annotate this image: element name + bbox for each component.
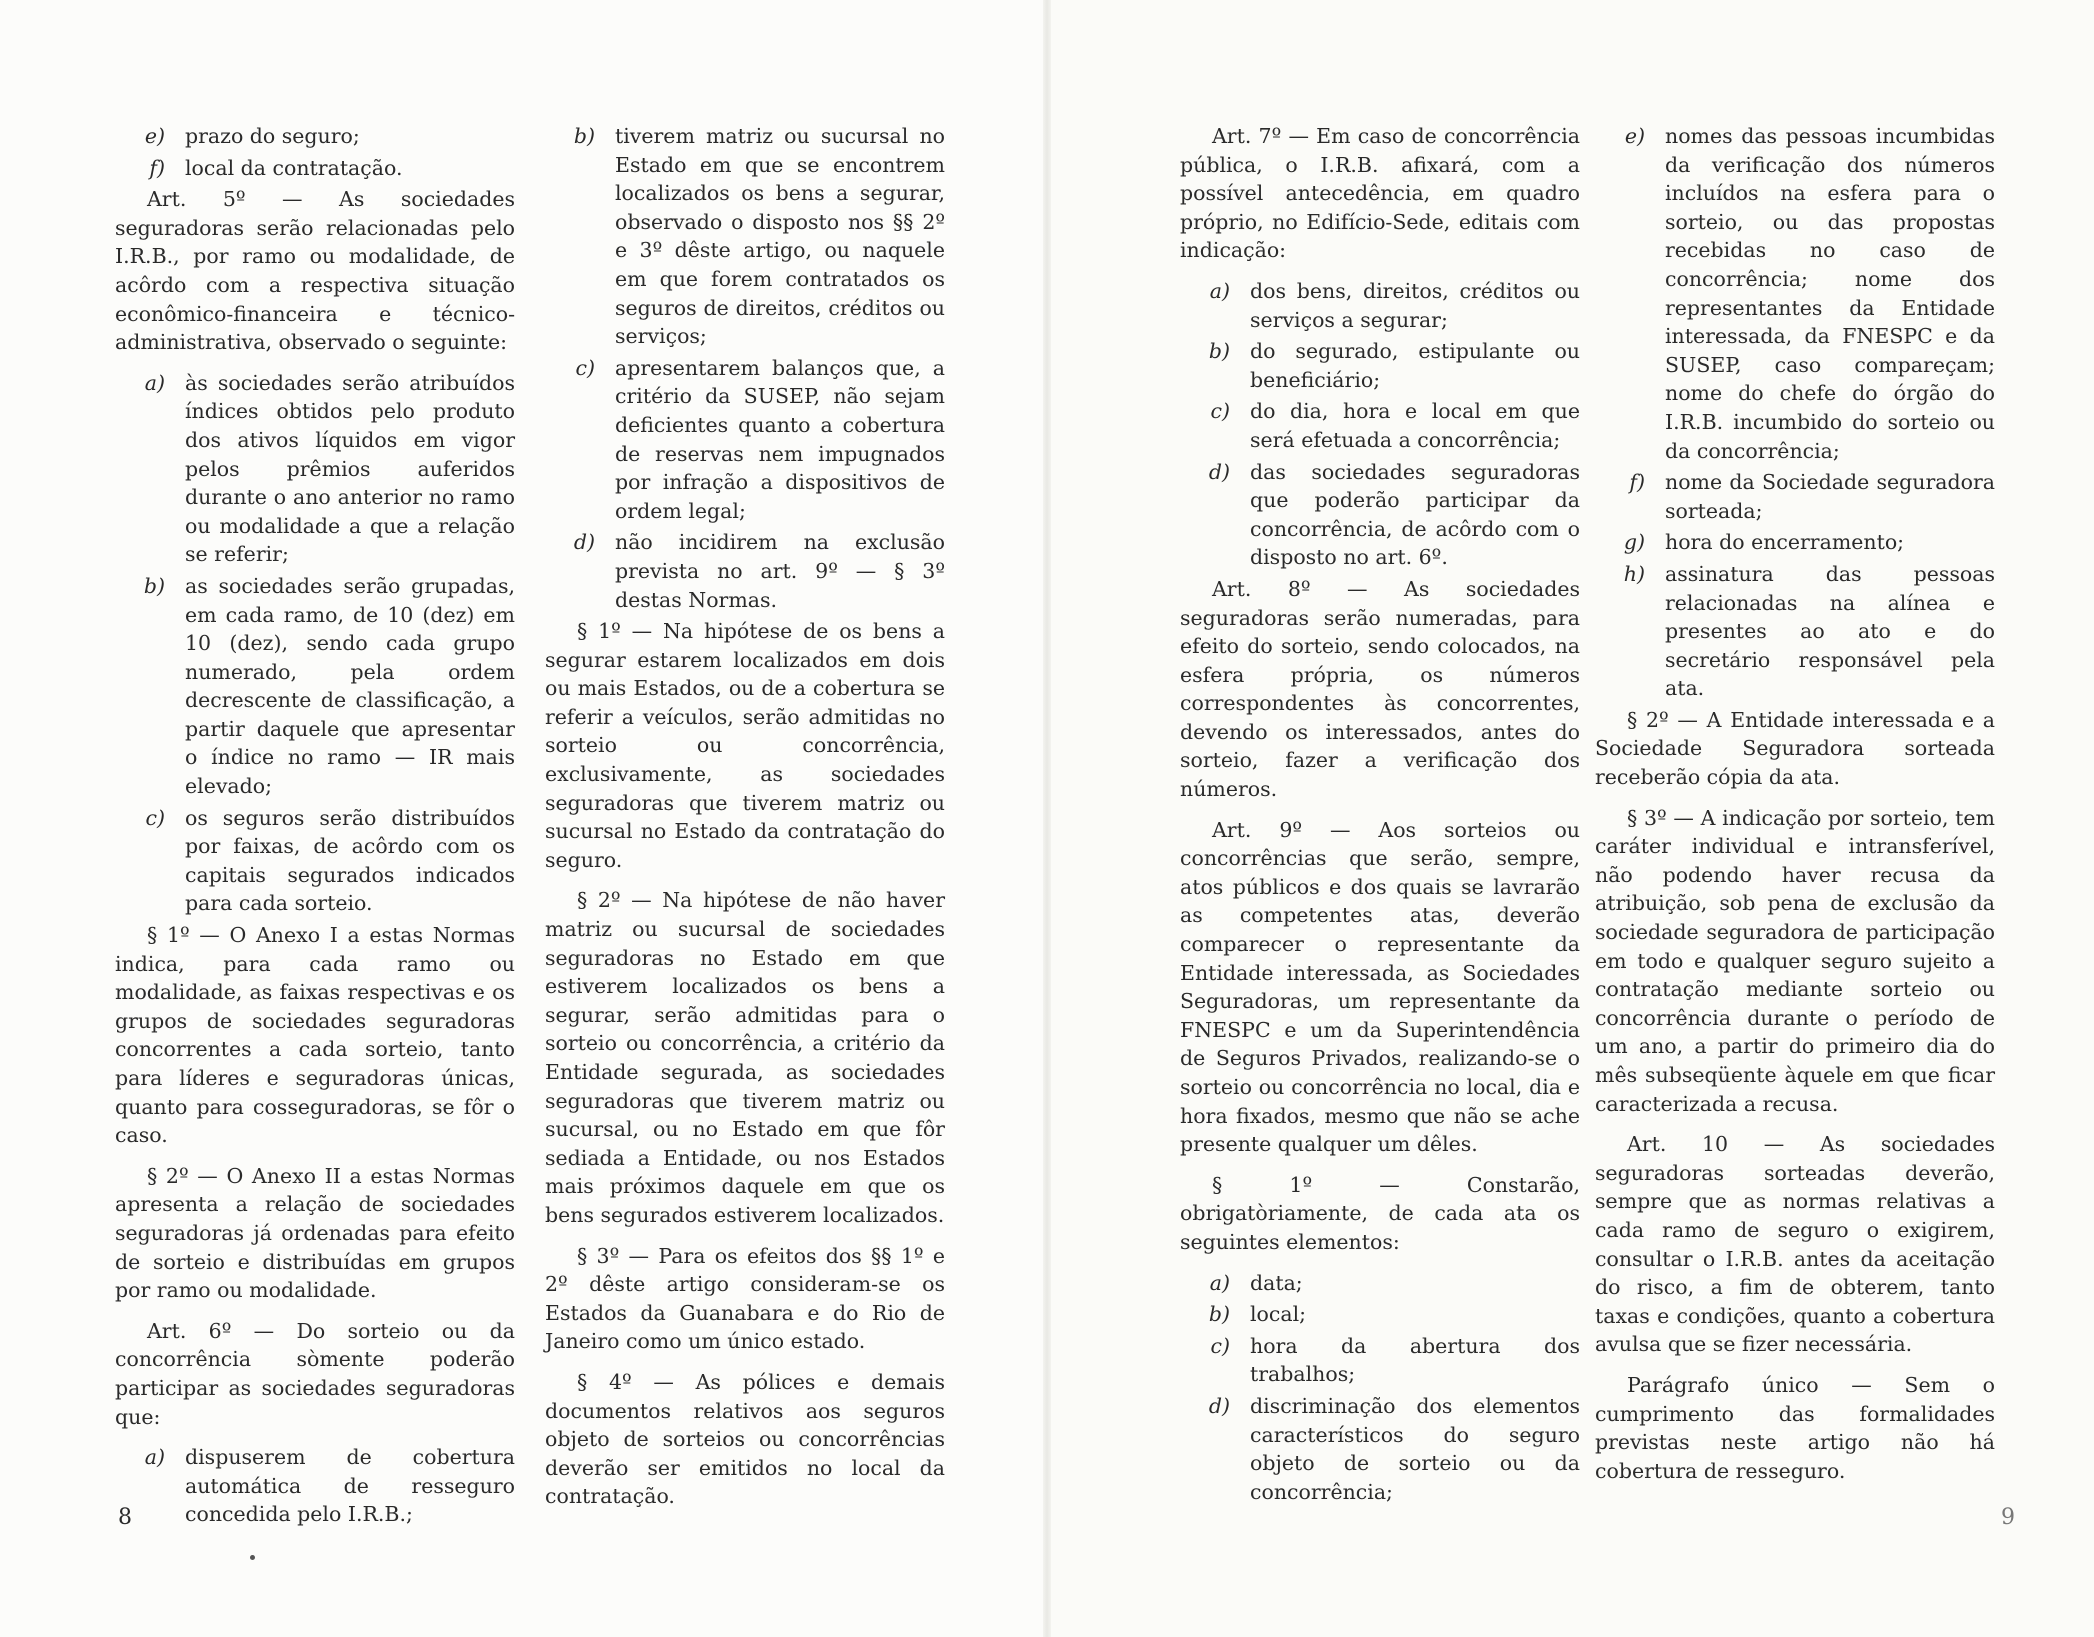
- paragraph: § 4º — As pólices e demais documentos relativos aos seguros objeto de sorteios ou concorrências deverão ser emitidos no local da contratação.: [545, 1369, 945, 1509]
- list-item: [1180, 1332, 1580, 1389]
- paragraph: § 1º — Constarão, obrigatòriamente, de cada ata os seguintes elementos:: [1180, 1172, 1580, 1254]
- list-item-text: dos bens, direitos, créditos ou serviços a segurar;: [1250, 278, 1580, 332]
- list-item-label: c): [1210, 399, 1230, 424]
- list-item-label: b): [1208, 339, 1230, 364]
- list-item: [1595, 528, 1995, 557]
- paragraph: Art. 7º — Em caso de concorrência pública, o I.R.B. afixará, com a possível antecedência, em quadro próprio, no Edifício-Sede, editais com indicação:: [1180, 124, 1580, 263]
- list-item: [115, 804, 515, 918]
- right-page-column-2: [1595, 122, 1995, 1497]
- list-item-text: discriminação dos elementos característicos do seguro objeto de sorteio ou da concorrência;: [1250, 1393, 1580, 1504]
- list-item-label: c): [145, 805, 165, 830]
- paragraph: § 2º — Na hipótese de não haver matriz ou sucursal de sociedades seguradoras no Estado em que estiverem localizados os bens a segurar, serão admitidas para o sorteio ou concorrência, a critério da Entidade segurada, as sociedades seguradoras que tiverem matriz ou sucursal, ou no Estado em que fôr sediada a Entidade, ou nos Estados mais próximos daquele em que os bens segurados estiverem localizados.: [545, 888, 945, 1227]
- list-item-label: a): [1209, 278, 1230, 303]
- list-item-text: local da contratação.: [185, 155, 403, 180]
- list-item-label: f): [149, 155, 165, 180]
- list-item-text: do dia, hora e local em que será efetuada a concorrência;: [1250, 399, 1580, 452]
- list-item-text: dispuserem de cobertura automática de resseguro concedida pelo I.R.B.;: [185, 1445, 515, 1527]
- list-item: [1180, 1300, 1580, 1329]
- list-item-text: hora da abertura dos trabalhos;: [1250, 1333, 1580, 1387]
- list-item: [115, 154, 515, 183]
- list-item: [1180, 277, 1580, 334]
- list-item-text: as sociedades serão grupadas, em cada ramo, de 10 (dez) em 10 (dez), sendo cada grupo numerado, pela ordem decrescente de classificação, a partir daquele que apresentar o índice no ramo — IR mais elevado;: [185, 573, 515, 799]
- list-item-text: data;: [1250, 1270, 1303, 1295]
- list-item-label: e): [1624, 124, 1645, 148]
- list-item: [1595, 122, 1995, 465]
- paragraph: Art. 6º — Do sorteio ou da concorrência sòmente poderão participar as sociedades seguradoras que:: [115, 1318, 515, 1429]
- list-item-text: às sociedades serão atribuídos índices obtidos pelo produto dos ativos líquidos em vigor pelos prêmios auferidos durante o ano anterior no ramo ou modalidade a que a relação se referir;: [185, 370, 515, 567]
- paragraph: § 3º — A indicação por sorteio, tem caráter individual e intransferível, não podendo haver recusa da atribuição, sob pena de exclusão da sociedade seguradora de participação em todo e qualquer seguro sujeito a contratação mediante sorteio ou concorrência durante o período de um ano, a partir do primeiro dia do mês subseqüente àquele em que ficar caracterizada a recusa.: [1595, 805, 1995, 1116]
- list-item: [115, 369, 515, 569]
- list-item-text: nomes das pessoas incumbidas da verificação dos números incluídos na esfera para o sorteio, ou das propostas recebidas no caso de concorrência; nome dos representantes da Entidade interessada, da FNESPC e da SUSEP, caso compareçam; nome do chefe do órgão do I.R.B. incumbido do sorteio ou da concorrência;: [1665, 124, 1995, 463]
- paragraph: § 1º — Na hipótese de os bens a segurar estarem localizados em dois ou mais Estados, ou de a cobertura se referir a veículos, serão admitidas no sorteio ou concorrência, exclusivamente, as sociedades seguradoras que tiverem matriz ou sucursal no Estado da contratação do seguro.: [545, 619, 945, 872]
- list-item-text: tiverem matriz ou sucursal no Estado em que se encontrem localizados os bens a segurar, observado o disposto nos §§ 2º e 3º dêste artigo, ou naquele em que forem contratados os seguros de direitos, créditos ou serviços;: [615, 124, 945, 349]
- right-page: [1047, 0, 2094, 1637]
- list-item: [545, 354, 945, 526]
- paragraph: § 2º — O Anexo II a estas Normas apresenta a relação de sociedades seguradoras já ordenadas para efeito de sorteio e distribuídas em grupos por ramo ou modalidade.: [115, 1163, 515, 1303]
- book-fold: [1043, 0, 1051, 1637]
- page-number-left: 8: [118, 1505, 132, 1530]
- left-page-column-1: [115, 122, 515, 1532]
- list-item-label: h): [1623, 561, 1645, 586]
- list-item: [1180, 1392, 1580, 1506]
- list-item: [1180, 337, 1580, 394]
- paragraph: § 3º — Para os efeitos dos §§ 1º e 2º dêste artigo consideram-se os Estados da Guanabara e do Rio de Janeiro como um único estado.: [545, 1243, 945, 1354]
- paragraph: § 2º — A Entidade interessada e a Sociedade Seguradora sorteada receberão cópia da ata.: [1595, 707, 1995, 790]
- list-item-label: a): [144, 1445, 165, 1470]
- list-item-label: e): [144, 124, 165, 148]
- paragraph: Art. 5º — As sociedades seguradoras serão relacionadas pelo I.R.B., por ramo ou modalidade, de acôrdo com a respectiva situação econômico-financeira e técnico-administrativa, observado o seguinte:: [115, 187, 515, 355]
- right-page-column-1: [1180, 122, 1580, 1509]
- list-item: [115, 122, 515, 151]
- list-item-label: b): [573, 124, 595, 148]
- page-number-right: 9: [2001, 1505, 2015, 1530]
- list-item-text: apresentarem balanços que, a critério da SUSEP, não sejam deficientes quanto a cobertura de reservas nem impugnados por infração a dispositivos de ordem legal;: [615, 355, 945, 523]
- list-item-label: f): [1629, 470, 1645, 495]
- list-item-label: a): [1209, 1270, 1230, 1295]
- list-item-label: d): [1208, 459, 1230, 484]
- list-item-text: do segurado, estipulante ou beneficiário;: [1250, 339, 1580, 392]
- list-item-label: b): [1208, 1302, 1230, 1327]
- list-item-text: prazo do seguro;: [185, 124, 360, 148]
- list-item: [115, 1443, 515, 1529]
- paragraph: Art. 8º — As sociedades seguradoras serão numeradas, para efeito do sorteio, sendo colocados, na esfera própria, os números correspondentes às concorrentes, devendo os interessados, antes do sorteio, fazer a verificação dos números.: [1180, 576, 1580, 802]
- list-item: [1180, 1269, 1580, 1298]
- list-item: [545, 122, 945, 351]
- paragraph: Art. 9º — Aos sorteios ou concorrências que serão, sempre, atos públicos e dos quais se lavrarão as competentes atas, deverão comparecer o representante da Entidade interessada, as Sociedades Seguradoras, um representante da FNESPC e um da Superintendência de Seguros Privados, realizando-se o sorteio ou concorrência no local, dia e hora fixados, mesmo que não se ache presente qualquer um dêles.: [1180, 817, 1580, 1157]
- paragraph: Art. 10 — As sociedades seguradoras sorteadas deverão, sempre que as normas relativas a cada ramo de seguro o exigirem, consultar o I.R.B. antes da aceitação do risco, a fim de obterem, tanto taxas e condições, quanto a cobertura avulsa que se fizer necessária.: [1595, 1132, 1995, 1357]
- paragraph: § 1º — O Anexo I a estas Normas indica, para cada ramo ou modalidade, as faixas respectivas e os grupos de sociedades seguradoras concorrentes a cada sorteio, tanto para líderes e seguradoras únicas, quanto para cosseguradoras, se fôr o caso.: [115, 923, 515, 1148]
- left-page-column-2: [545, 122, 945, 1523]
- list-item: [1180, 397, 1580, 454]
- list-item-label: d): [1208, 1393, 1230, 1418]
- list-item: [115, 572, 515, 801]
- list-item-text: os seguros serão distribuídos por faixas, de acôrdo com os capitais segurados indicados para cada sorteio.: [185, 805, 515, 916]
- list-item-text: local;: [1250, 1302, 1307, 1327]
- list-item-text: não incidirem na exclusão prevista no art. 9º — § 3º destas Normas.: [615, 530, 945, 612]
- print-speck: [250, 1555, 255, 1560]
- list-item-label: c): [1210, 1333, 1230, 1358]
- list-item: [545, 528, 945, 614]
- list-item-label: c): [575, 355, 595, 380]
- list-item-label: g): [1623, 530, 1645, 555]
- list-item-label: a): [144, 370, 165, 395]
- list-item: [1595, 560, 1995, 703]
- paragraph: Parágrafo único — Sem o cumprimento das formalidades previstas neste artigo não há cobertura de resseguro.: [1595, 1372, 1995, 1483]
- list-item-text: nome da Sociedade seguradora sorteada;: [1665, 470, 1995, 523]
- list-item-text: hora do encerramento;: [1665, 530, 1905, 555]
- list-item-label: d): [573, 530, 595, 555]
- list-item: [1180, 458, 1580, 572]
- list-item-text: das sociedades seguradoras que poderão participar da concorrência, de acôrdo com o disposto no art. 6º.: [1250, 459, 1580, 570]
- list-item: [1595, 468, 1995, 525]
- list-item-label: b): [143, 573, 165, 598]
- list-item-text: assinatura das pessoas relacionadas na alínea e presentes ao ato e do secretário responsável pela ata.: [1665, 561, 1995, 701]
